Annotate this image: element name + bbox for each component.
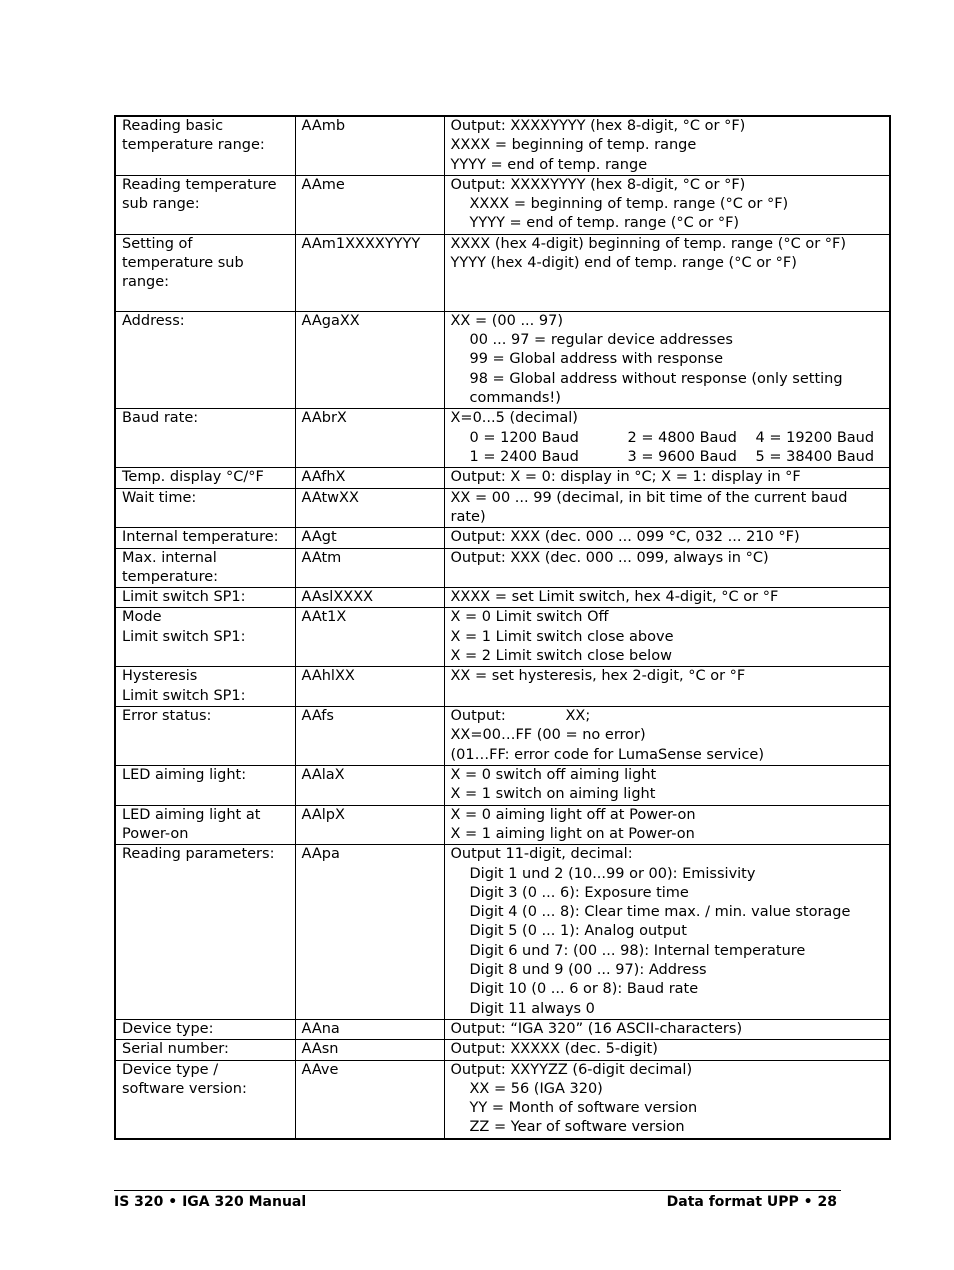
description-line: 98 = Global address without response (only setting <box>469 370 843 387</box>
command-table <box>114 115 891 1140</box>
footer-section-page: Data format UPP • 28 <box>666 1194 837 1210</box>
description-line: Output 11-digit, decimal: <box>450 846 633 863</box>
table-row <box>115 311 890 408</box>
baud-rate-option: 2 = 4800 Baud <box>627 429 737 446</box>
command-cell <box>295 1019 444 1039</box>
command-cell <box>295 845 444 1020</box>
parameter-label: range: <box>122 274 170 291</box>
description-cell <box>444 707 890 766</box>
description-line: XX = (00 ... 97) <box>450 312 563 329</box>
table-row <box>115 548 890 588</box>
parameter-cell <box>115 845 295 1020</box>
command-code: AAve <box>301 1061 339 1078</box>
description-cell <box>444 175 890 234</box>
description-line: YY = Month of software version <box>469 1100 698 1117</box>
description-cell <box>444 1040 890 1060</box>
description-cell <box>444 116 890 175</box>
description-line: Digit 11 always 0 <box>469 1000 595 1017</box>
table-row <box>115 845 890 1020</box>
command-code: AAtm <box>301 549 342 566</box>
table-row <box>115 805 890 845</box>
description-line: X = 2 Limit switch close below <box>450 648 672 665</box>
description-line: XX = set hysteresis, hex 2-digit, °C or °F <box>450 668 746 685</box>
table-row <box>115 1040 890 1060</box>
description-line: ZZ = Year of software version <box>469 1119 685 1136</box>
description-line: X = 0 Limit switch Off <box>450 609 609 626</box>
description-cell <box>444 1060 890 1139</box>
description-line: Digit 3 (0 ... 6): Exposure time <box>469 884 689 901</box>
description-line: Output: XXX (dec. 000 ... 099 °C, 032 ... 210 °F) <box>450 529 800 546</box>
parameter-label: temperature range: <box>122 137 265 154</box>
parameter-label: Limit switch SP1: <box>122 589 246 606</box>
table-row <box>115 707 890 766</box>
command-code: AAlaX <box>301 767 345 784</box>
command-code: AAme <box>301 176 345 193</box>
parameter-label: Setting of <box>122 235 193 252</box>
command-cell <box>295 488 444 528</box>
parameter-label: Error status: <box>122 708 212 725</box>
command-code: AAhlXX <box>301 668 355 685</box>
command-code: AAlpX <box>301 806 345 823</box>
table-row <box>115 1060 890 1139</box>
command-code: AAmb <box>301 118 346 134</box>
baud-rate-option: 0 = 1200 Baud <box>469 429 579 446</box>
parameter-cell <box>115 488 295 528</box>
description-line: XXXX = beginning of temp. range <box>450 137 697 154</box>
description-line: rate) <box>450 508 486 525</box>
description-line: XX = 56 (IGA 320) <box>469 1080 603 1097</box>
command-cell <box>295 548 444 588</box>
parameter-cell <box>115 1060 295 1139</box>
description-line: YYYY (hex 4-digit) end of temp. range (°C or °F) <box>450 255 797 272</box>
parameter-label: LED aiming light at <box>122 806 261 823</box>
table-row <box>115 528 890 548</box>
baud-rate-line <box>451 448 884 467</box>
baud-rate-option: 4 = 19200 Baud <box>755 429 875 446</box>
description-line: Digit 1 und 2 (10...99 or 00): Emissivity <box>469 865 756 882</box>
parameter-label: Mode <box>122 609 162 626</box>
parameter-cell <box>115 588 295 608</box>
baud-rate-option: 5 = 38400 Baud <box>755 448 875 465</box>
command-cell <box>295 1040 444 1060</box>
description-line: XX = 00 ... 99 (decimal, in bit time of the current baud <box>450 489 848 506</box>
command-cell <box>295 409 444 468</box>
command-cell <box>295 667 444 707</box>
command-code: AAm1XXXXYYYY <box>301 235 421 252</box>
description-line: Output: XXXXYYYY (hex 8-digit, °C or °F) <box>450 118 746 134</box>
command-code: AAslXXXX <box>301 589 374 606</box>
description-line: Output: XXXXYYYY (hex 8-digit, °C or °F) <box>450 176 746 193</box>
parameter-label: Temp. display °C/°F <box>122 469 264 486</box>
parameter-label: Max. internal <box>122 549 217 566</box>
parameter-label: Hysteresis <box>122 668 198 685</box>
parameter-label: Reading basic <box>122 118 224 134</box>
table-row <box>115 175 890 234</box>
description-line: YYYY = end of temp. range (°C or °F) <box>469 215 740 232</box>
output-line <box>451 707 884 726</box>
parameter-label: Limit switch SP1: <box>122 628 246 645</box>
description-cell <box>444 588 890 608</box>
parameter-label: software version: <box>122 1080 247 1097</box>
description-cell <box>444 766 890 806</box>
command-code: AAbrX <box>301 410 347 427</box>
command-code: AAfs <box>301 708 334 725</box>
table-row <box>115 588 890 608</box>
parameter-cell <box>115 766 295 806</box>
footer-manual-title: IS 320 • IGA 320 Manual <box>114 1194 307 1210</box>
description-line: Digit 4 (0 ... 8): Clear time max. / min. value storage <box>469 904 851 921</box>
description-line: Output: XXXXX (dec. 5-digit) <box>450 1041 658 1058</box>
description-line: Output: XXYYZZ (6-digit decimal) <box>450 1061 693 1078</box>
parameter-cell <box>115 707 295 766</box>
parameter-label: Limit switch SP1: <box>122 687 246 704</box>
description-cell <box>444 409 890 468</box>
description-line: XXXX = beginning of temp. range (°C or °F) <box>469 196 789 213</box>
parameter-cell <box>115 311 295 408</box>
description-line: Digit 10 (0 ... 6 or 8): Baud rate <box>469 981 699 998</box>
description-cell <box>444 311 890 408</box>
footer-rule <box>114 1190 841 1191</box>
parameter-cell <box>115 805 295 845</box>
description-cell <box>444 845 890 1020</box>
command-code: AAfhX <box>301 469 346 486</box>
parameter-cell <box>115 234 295 311</box>
command-code: AAsn <box>301 1041 339 1058</box>
table-row <box>115 234 890 311</box>
parameter-cell <box>115 528 295 548</box>
description-line: XXXX (hex 4-digit) beginning of temp. range (°C or °F) <box>450 235 847 252</box>
command-code: AAna <box>301 1020 340 1037</box>
description-cell <box>444 234 890 311</box>
description-line: commands!) <box>469 390 561 407</box>
baud-rate-line <box>451 429 884 448</box>
parameter-label: LED aiming light: <box>122 767 247 784</box>
parameter-label: Reading parameters: <box>122 846 275 863</box>
description-line: Output: “IGA 320” (16 ASCII-characters) <box>450 1020 743 1037</box>
table-row <box>115 608 890 667</box>
description-line: 00 ... 97 = regular device addresses <box>469 332 733 349</box>
description-line: X = 1 Limit switch close above <box>450 628 674 645</box>
parameter-label: Device type / <box>122 1061 219 1078</box>
description-cell <box>444 488 890 528</box>
command-cell <box>295 588 444 608</box>
parameter-label: temperature: <box>122 568 219 585</box>
parameter-cell <box>115 1040 295 1060</box>
description-line: X = 1 switch on aiming light <box>450 786 656 803</box>
table-row <box>115 488 890 528</box>
description-line: 99 = Global address with response <box>469 351 723 368</box>
table-row <box>115 468 890 488</box>
description-cell <box>444 548 890 588</box>
command-cell <box>295 234 444 311</box>
table-row <box>115 116 890 175</box>
command-cell <box>295 528 444 548</box>
command-cell <box>295 1060 444 1139</box>
parameter-label: temperature sub <box>122 255 244 272</box>
command-code: AAt1X <box>301 609 347 626</box>
output-part: XX; <box>565 708 591 725</box>
parameter-cell <box>115 667 295 707</box>
parameter-label: Address: <box>122 312 185 329</box>
description-line: Output: XXX (dec. 000 ... 099, always in °C) <box>450 549 769 566</box>
baud-rate-option: 3 = 9600 Baud <box>627 448 737 465</box>
description-line: XXXX = set Limit switch, hex 4-digit, °C or °F <box>450 589 779 606</box>
description-cell <box>444 468 890 488</box>
parameter-label: Wait time: <box>122 489 197 506</box>
command-code: AAgt <box>301 529 337 546</box>
description-line: X = 0 switch off aiming light <box>450 767 657 784</box>
parameter-cell <box>115 1019 295 1039</box>
description-cell <box>444 608 890 667</box>
command-cell <box>295 707 444 766</box>
description-cell <box>444 1019 890 1039</box>
description-line: YYYY = end of temp. range <box>450 156 648 173</box>
description-cell <box>444 805 890 845</box>
parameter-cell <box>115 409 295 468</box>
table-row <box>115 667 890 707</box>
command-cell <box>295 468 444 488</box>
baud-rate-option: 1 = 2400 Baud <box>469 448 579 465</box>
description-line: X = 1 aiming light on at Power-on <box>450 825 695 842</box>
table-row <box>115 409 890 468</box>
parameter-label: Power-on <box>122 825 189 842</box>
parameter-label: Internal temperature: <box>122 529 279 546</box>
parameter-cell <box>115 116 295 175</box>
parameter-cell <box>115 548 295 588</box>
command-cell <box>295 311 444 408</box>
description-line: Digit 6 und 7: (00 ... 98): Internal temperature <box>469 942 806 959</box>
description-cell <box>444 667 890 707</box>
description-line: Output: X = 0: display in °C; X = 1: display in °F <box>450 469 801 486</box>
parameter-label: Device type: <box>122 1020 214 1037</box>
parameter-cell <box>115 468 295 488</box>
description-line: X = 0 aiming light off at Power-on <box>450 806 696 823</box>
command-cell <box>295 805 444 845</box>
parameter-label: Reading temperature <box>122 176 277 193</box>
description-line: Digit 5 (0 ... 1): Analog output <box>469 923 687 940</box>
description-line: Digit 8 und 9 (00 ... 97): Address <box>469 962 707 979</box>
parameter-cell <box>115 608 295 667</box>
description-cell <box>444 528 890 548</box>
description-line: (01…FF: error code for LumaSense service) <box>450 746 765 763</box>
command-cell <box>295 766 444 806</box>
table-row <box>115 766 890 806</box>
command-code: AApa <box>301 846 340 863</box>
parameter-cell <box>115 175 295 234</box>
command-code: AAtwXX <box>301 489 359 506</box>
parameter-label: sub range: <box>122 196 200 213</box>
command-code: AAgaXX <box>301 312 360 329</box>
table-row <box>115 1019 890 1039</box>
description-line: X=0...5 (decimal) <box>450 410 578 427</box>
command-cell <box>295 608 444 667</box>
parameter-label: Serial number: <box>122 1041 229 1058</box>
description-line: XX=00…FF (00 = no error) <box>450 727 646 744</box>
command-cell <box>295 175 444 234</box>
parameter-label: Baud rate: <box>122 410 199 427</box>
output-part: Output: <box>450 708 506 725</box>
command-cell <box>295 116 444 175</box>
